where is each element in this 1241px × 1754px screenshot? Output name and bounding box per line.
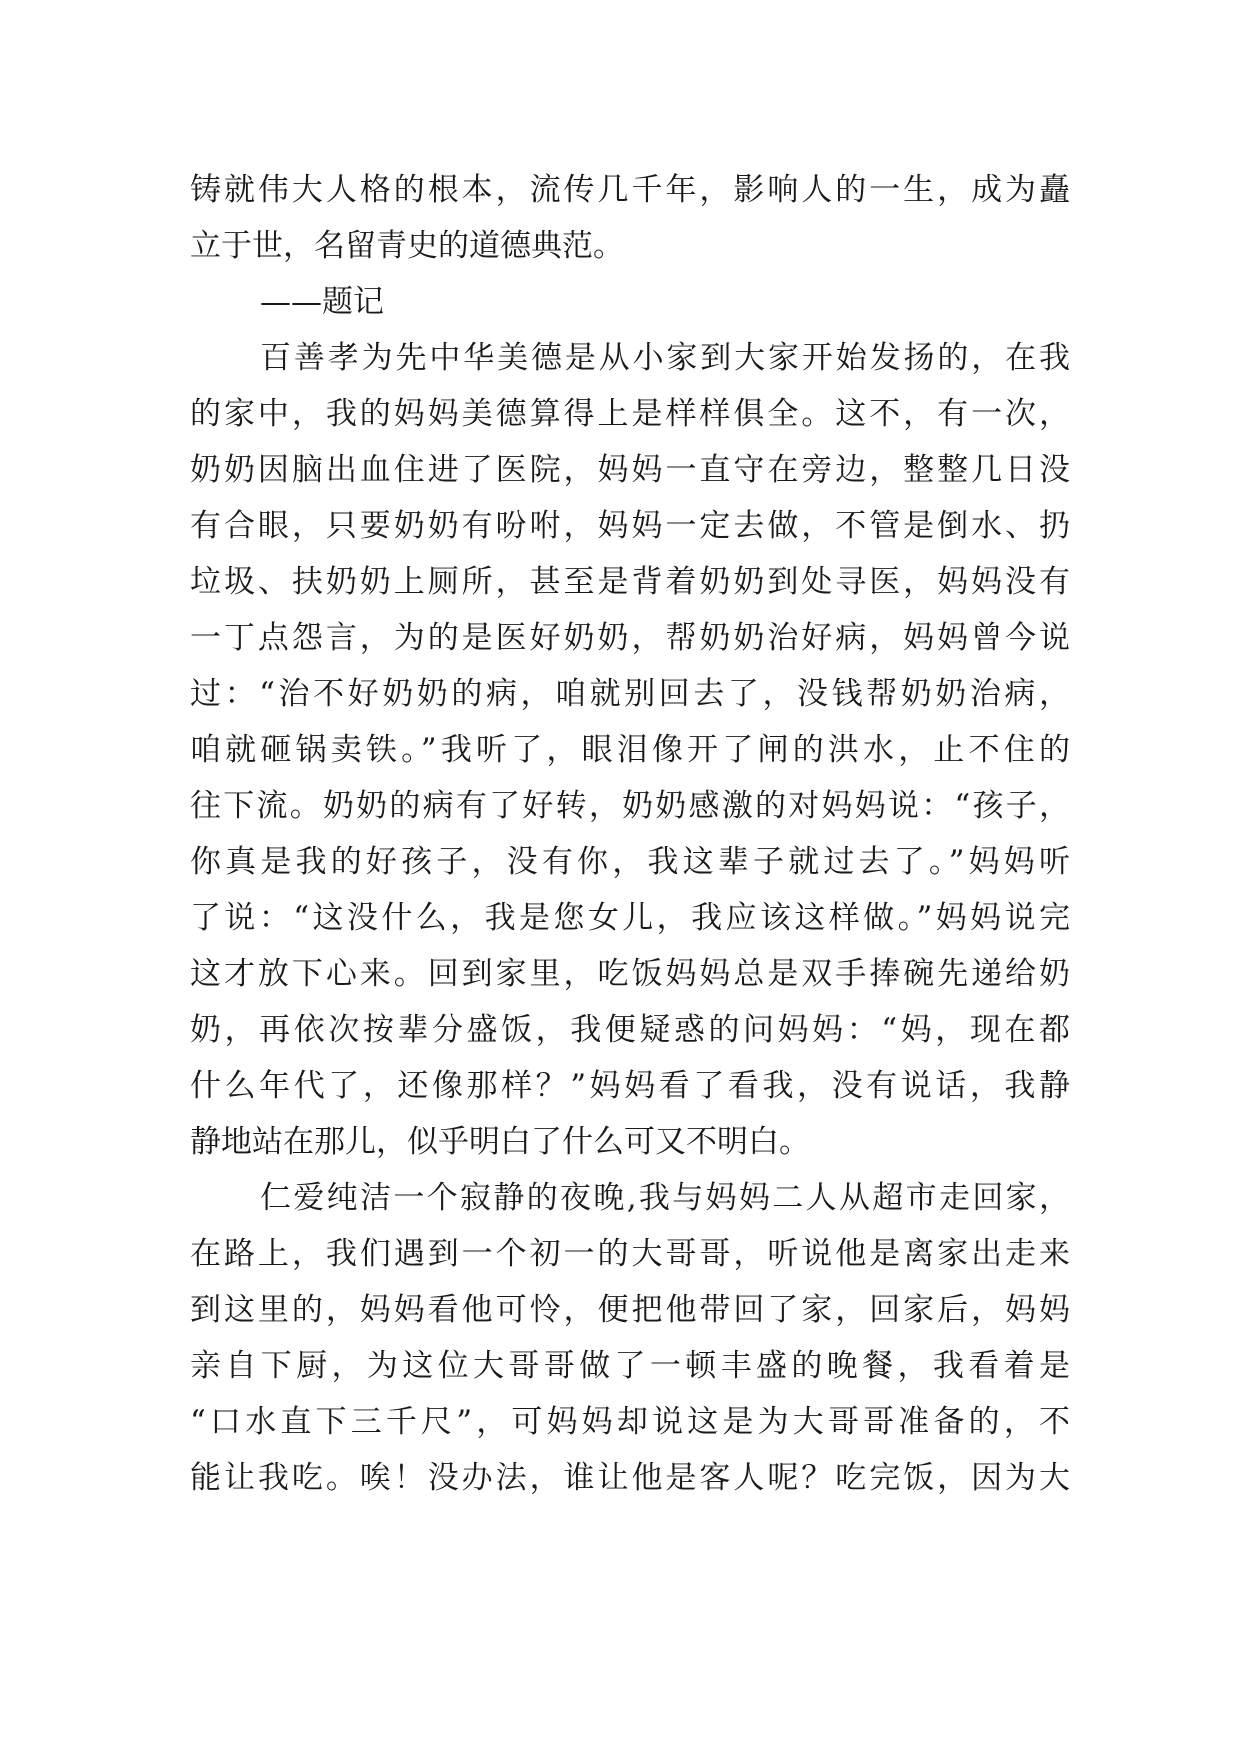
text-line: 亲自下厨，为这位大哥哥做了一顿丰盛的晚餐，我看着是: [190, 1348, 1070, 1384]
text-line: 有合眼，只要奶奶有吩咐，妈妈一定去做，不管是倒水、扔: [190, 508, 1070, 544]
text-line: 静地站在那儿，似乎明白了什么可又不明白。: [190, 1124, 810, 1160]
text-line: 咱就砸锅卖铁。”我听了，眼泪像开了闸的洪水，止不住的: [190, 732, 1070, 768]
text-line: 什么年代了，还像那样？”妈妈看了看我，没有说话，我静: [190, 1068, 1070, 1104]
text-line: 能让我吃。唉！没办法，谁让他是客人呢？吃完饭，因为大: [190, 1460, 1070, 1496]
text-line: 往下流。奶奶的病有了好转，奶奶感激的对妈妈说：“孩子，: [190, 788, 1070, 824]
text-line: 你真是我的好孩子，没有你，我这辈子就过去了。”妈妈听: [190, 844, 1070, 880]
text-line: “口水直下三千尺”，可妈妈却说这是为大哥哥准备的，不: [190, 1404, 1070, 1440]
text-line: 了说：“这没什么，我是您女儿，我应该这样做。”妈妈说完: [190, 900, 1070, 936]
text-line: 百善孝为先中华美德是从小家到大家开始发扬的，在我: [260, 340, 1070, 376]
text-line: 一丁点怨言，为的是医好奶奶，帮奶奶治好病，妈妈曾今说: [190, 620, 1070, 656]
epigraph-attribution: ——题记: [260, 284, 384, 320]
text-line: 过：“治不好奶奶的病，咱就别回去了，没钱帮奶奶治病，: [190, 676, 1070, 712]
text-line: 垃圾、扶奶奶上厕所，甚至是背着奶奶到处寻医，妈妈没有: [190, 564, 1070, 600]
text-line: 的家中，我的妈妈美德算得上是样样俱全。这不，有一次，: [190, 396, 1070, 432]
text-line: 奶奶因脑出血住进了医院，妈妈一直守在旁边，整整几日没: [190, 452, 1070, 488]
text-line: 奶，再依次按辈分盛饭，我便疑惑的问妈妈：“妈，现在都: [190, 1012, 1070, 1048]
text-line: 铸就伟大人格的根本，流传几千年，影响人的一生，成为矗: [190, 172, 1070, 208]
text-line: 这才放下心来。回到家里，吃饭妈妈总是双手捧碗先递给奶: [190, 956, 1070, 992]
text-line: 到这里的，妈妈看他可怜，便把他带回了家，回家后，妈妈: [190, 1292, 1070, 1328]
text-line: 仁爱纯洁一个寂静的夜晚,我与妈妈二人从超市走回家，: [260, 1180, 1070, 1216]
text-line: 在路上，我们遇到一个初一的大哥哥，听说他是离家出走来: [190, 1236, 1070, 1272]
document-body: [190, 162, 1070, 1506]
text-line: 立于世，名留青史的道德典范。: [190, 228, 624, 264]
